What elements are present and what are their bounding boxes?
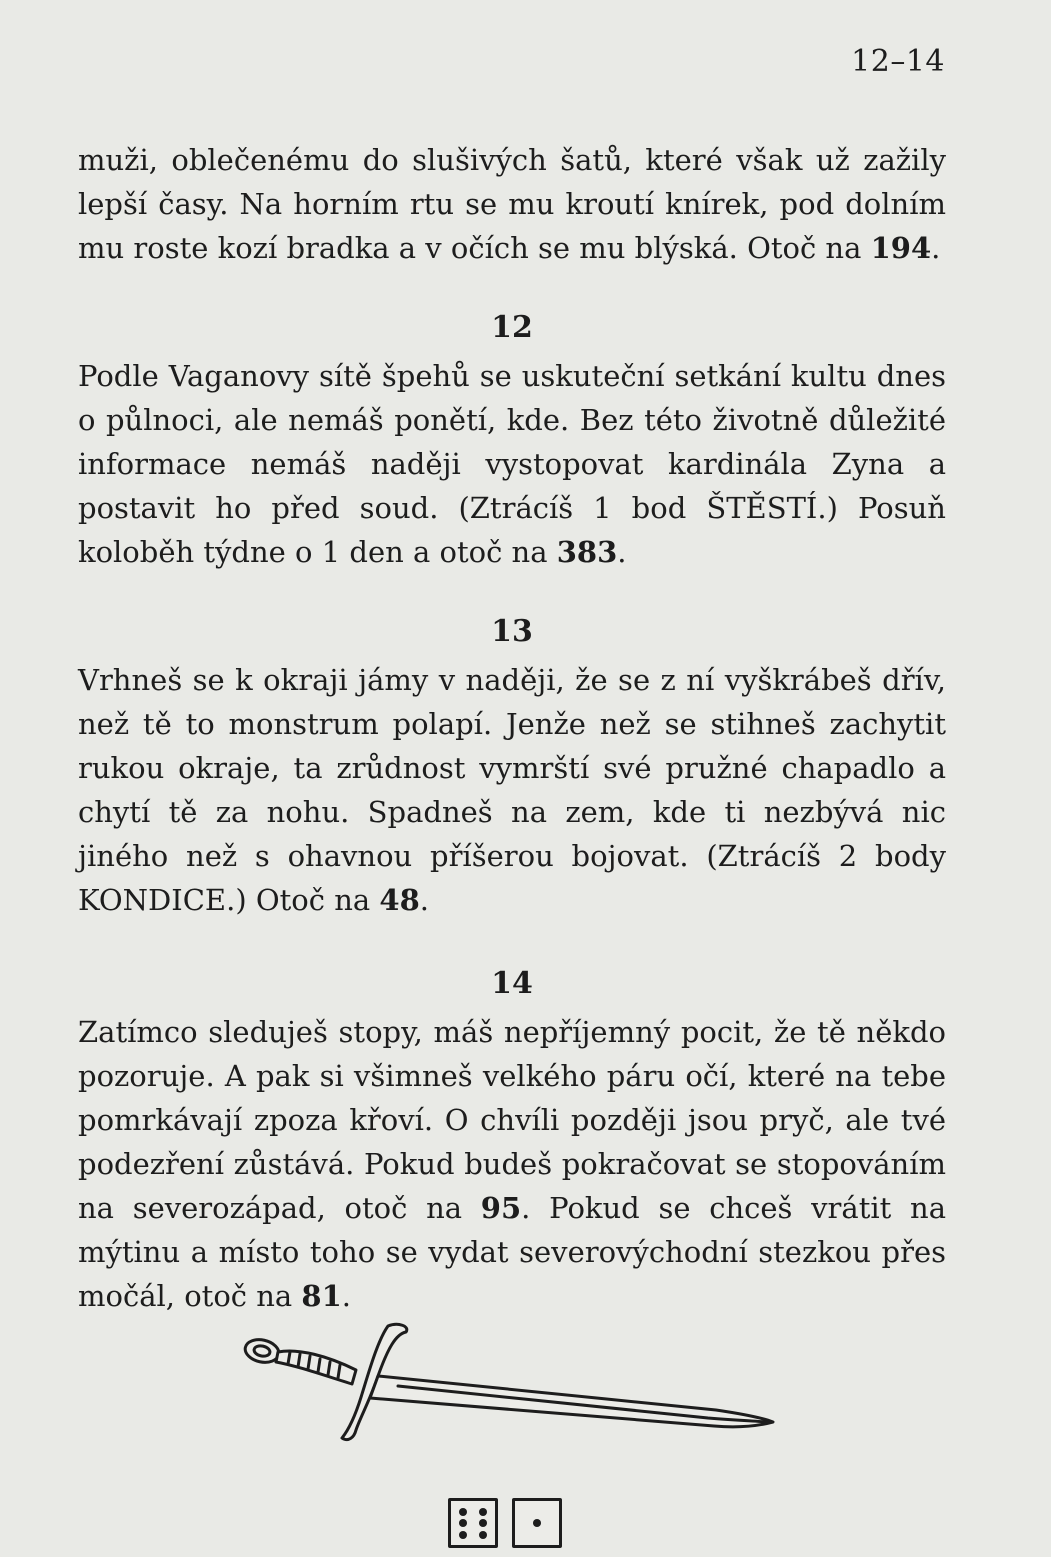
die-pip [479, 1531, 487, 1539]
text-run: Zatímco sleduješ stopy, máš nepříjemný pocit, že tě někdo pozoruje. A pak si všimneš velkého páru očí, které na tebe pomrkávají zpoza křoví. O chvíli později jsou pryč, ale tvé podezření zůstává. Pokud budeš pokračovat se stopováním na severozápad, otoč na [78, 1015, 946, 1225]
section-12-paragraph [78, 354, 946, 574]
die-pip [459, 1519, 467, 1527]
die-pip [459, 1531, 467, 1539]
section-number-14: 14 [491, 966, 533, 1001]
text-run: Vrhneš se k okraji jámy v naději, že se z ní vyškrábeš dřív, než tě to monstrum polapí. Jenže než se stihneš zachytit rukou okraje, ta zrůdnost vymrští své pružné chapadlo a chytí tě za nohu. Spadneš na zem, kde ti nezbývá nic jiného než s ohavnou příšerou bojovat. (Ztrácíš 2 body KONDICE.) Otoč na [78, 663, 946, 917]
section-reference-link[interactable]: 383 [556, 535, 618, 569]
text-run: . Pokud se chceš vrátit na mýtinu a místo toho se vydat severovýchodní stezkou přes močál, otoč na [78, 1191, 946, 1313]
intro-paragraph [78, 138, 946, 270]
text-run: . [341, 1279, 351, 1313]
text-run: Podle Vaganovy sítě špehů se uskuteční setkání kultu dnes o půlnoci, ale nemáš ponětí, kde. Bez této životně důležité informace nemáš naději vystopovat kardinála Zyna a postavit ho před soud. (Ztrácíš 1 bod ŠTĚSTÍ.) Posuň koloběh týdne o 1 den a otoč na [78, 359, 946, 569]
text-run: muži, oblečenému do slušivých šatů, které však už zažily lepší časy. Na horním rtu se mu kroutí knírek, pod dolním mu roste kozí bradka a v očích se mu blýská. Otoč na [78, 143, 946, 265]
text-run: . [419, 883, 429, 917]
page-content [78, 138, 946, 1318]
section-13-paragraph [78, 658, 946, 922]
die-pip [459, 1508, 467, 1516]
text-run: . [617, 535, 627, 569]
die-six-icon [448, 1498, 498, 1548]
section-reference-link[interactable]: 81 [301, 1279, 342, 1313]
sword-illustration-icon [238, 1318, 783, 1446]
section-reference-link[interactable]: 194 [870, 231, 932, 265]
die-pip [479, 1508, 487, 1516]
section-number-12: 12 [491, 310, 533, 345]
section-reference-link[interactable]: 48 [379, 883, 420, 917]
die-pip [479, 1519, 487, 1527]
section-number-13: 13 [491, 614, 533, 649]
dice-roll [448, 1498, 562, 1548]
page-range-header: 12–14 [851, 44, 945, 79]
section-reference-link[interactable]: 95 [480, 1191, 522, 1225]
die-one-icon [512, 1498, 562, 1548]
section-14-paragraph [78, 1010, 946, 1318]
text-run: . [931, 231, 941, 265]
die-pip [533, 1519, 541, 1527]
